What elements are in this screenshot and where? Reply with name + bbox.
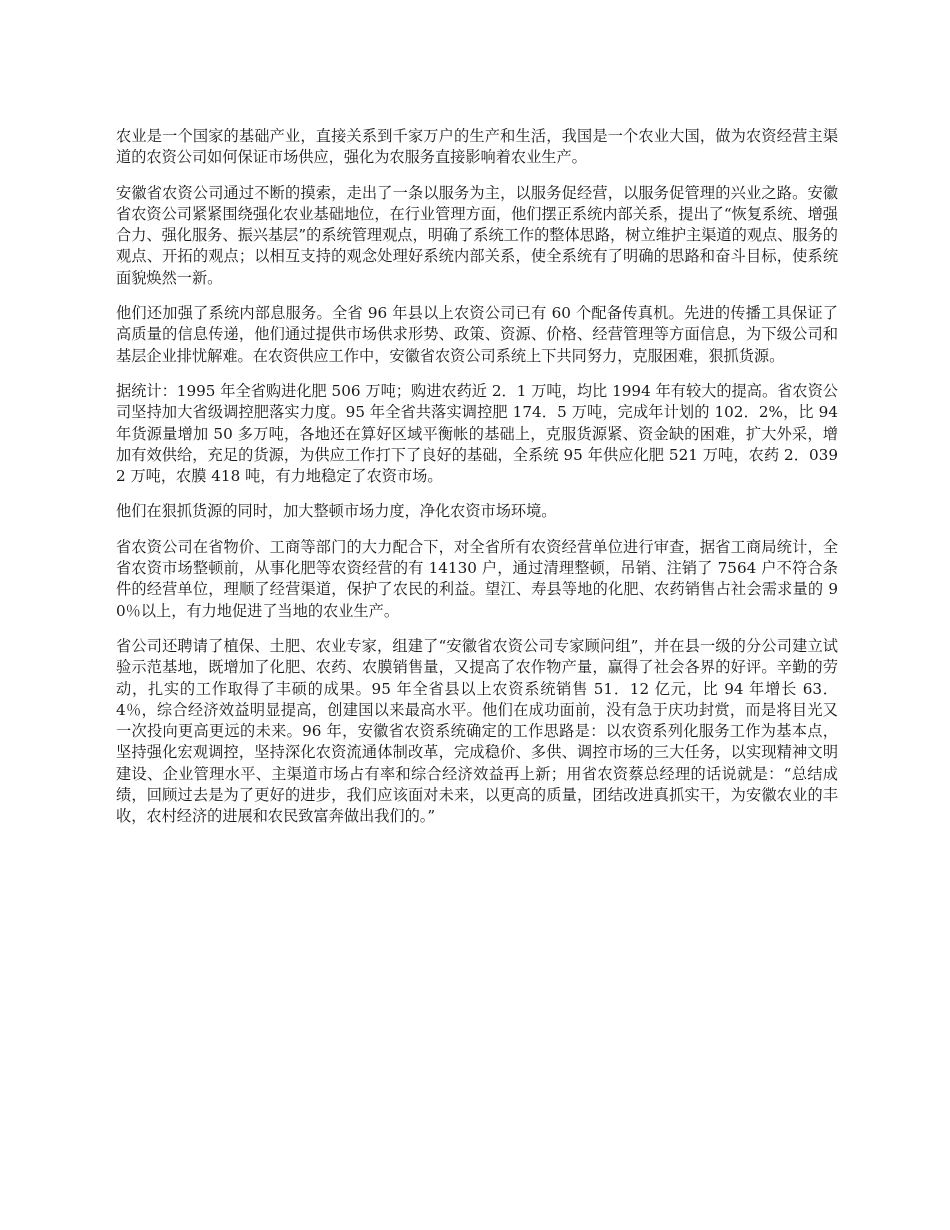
paragraph-1: 农业是一个国家的基础产业，直接关系到千家万户的生产和生活，我国是一个农业大国，做为农资经营主渠道的农资公司如何保证市场供应，强化为农服务直接影响着农业生产。: [116, 127, 838, 167]
paragraph-3: 他们还加强了系统内部息服务。全省 96 年县以上农资公司已有 60 个配备传真机。先进的传播工具保证了高质量的信息传递，他们通过提供市场供求形势、政策、资源、价格、经营管理等方面信息，为下级公司和基层企业排忧解难。在农资供应工作中，安徽省农资公司系统上下共同努力，克服困难，狠抓货源。: [116, 304, 838, 365]
paragraph-5: 他们在狠抓货源的同时，加大整顿市场力度，净化农资市场环境。: [116, 502, 557, 521]
paragraph-4: 据统计：1995 年全省购进化肥 506 万吨；购进农药近 2．1 万吨，均比 1994 年有较大的提高。省农资公司坚持加大省级调控肥落实力度。95 年全省共落实调控肥 174．5 万吨，完成年计划的 102．2%，比 94 年货源量增加 50 多万吨，各地还在算好区域平衡帐的基础上，克服货源紧、资金缺的困难，扩大外采，增加有效供给，充足的货源，为供应工作打下了良好的基础，全系统 95 年供应化肥 521 万吨，农药 2．0392 万吨，农膜 418 吨，有力地稳定了农资市场。: [116, 381, 838, 486]
paragraph-2: 安徽省农资公司通过不断的摸索，走出了一条以服务为主，以服务促经营，以服务促管理的兴业之路。安徽省农资公司紧紧围绕强化农业基础地位，在行业管理方面，他们摆正系统内部关系，提出了“恢复系统、增强合力、强化服务、振兴基层”的系统管理观点，明确了系统工作的整体思路，树立维护主渠道的观点、服务的观点、开拓的观点；以相互支持的观念处理好系统内部关系，使全系统有了明确的思路和奋斗目标，使系统面貌焕然一新。: [116, 183, 838, 287]
document-body: [116, 126, 838, 842]
paragraph-6: 省农资公司在省物价、工商等部门的大力配合下，对全省所有农资经营单位进行审查，据省工商局统计，全省农资市场整顿前，从事化肥等农资经营的有 14130 户，通过清理整顿，吊销、注销了 7564 户不符合条件的经营单位，理顺了经营渠道，保护了农民的利益。望江、寿县等地的化肥、农药销售占社会需求量的 90％以上，有力地促进了当地的农业生产。: [116, 537, 838, 620]
paragraph-7: 省公司还聘请了植保、土肥、农业专家，组建了“安徽省农资公司专家顾问组”，并在县一级的分公司建立试验示范基地，既增加了化肥、农药、农膜销售量，又提高了农作物产量，赢得了社会各界的好评。辛勤的劳动，扎实的工作取得了丰硕的成果。95 年全省县以上农资系统销售 51．12 亿元，比 94 年增长 63．4％，综合经济效益明显提高，创建国以来最高水平。他们在成功面前，没有急于庆功封赏，而是将目光又一次投向更高更远的未来。96 年，安徽省农资系统确定的工作思路是：以农资系列化服务工作为基本点，坚持强化宏观调控，坚持深化农资流通体制改革，完成稳价、多供、调控市场的三大任务，以实现精神文明建设、企业管理水平、主渠道市场占有率和综合经济效益再上新；用省农资蔡总经理的话说就是：“总结成绩，回顾过去是为了更好的进步，我们应该面对未来，以更高的质量，团结改进真抓实干，为安徽农业的丰收，农村经济的进展和农民致富奔做出我们的。”: [116, 636, 838, 826]
